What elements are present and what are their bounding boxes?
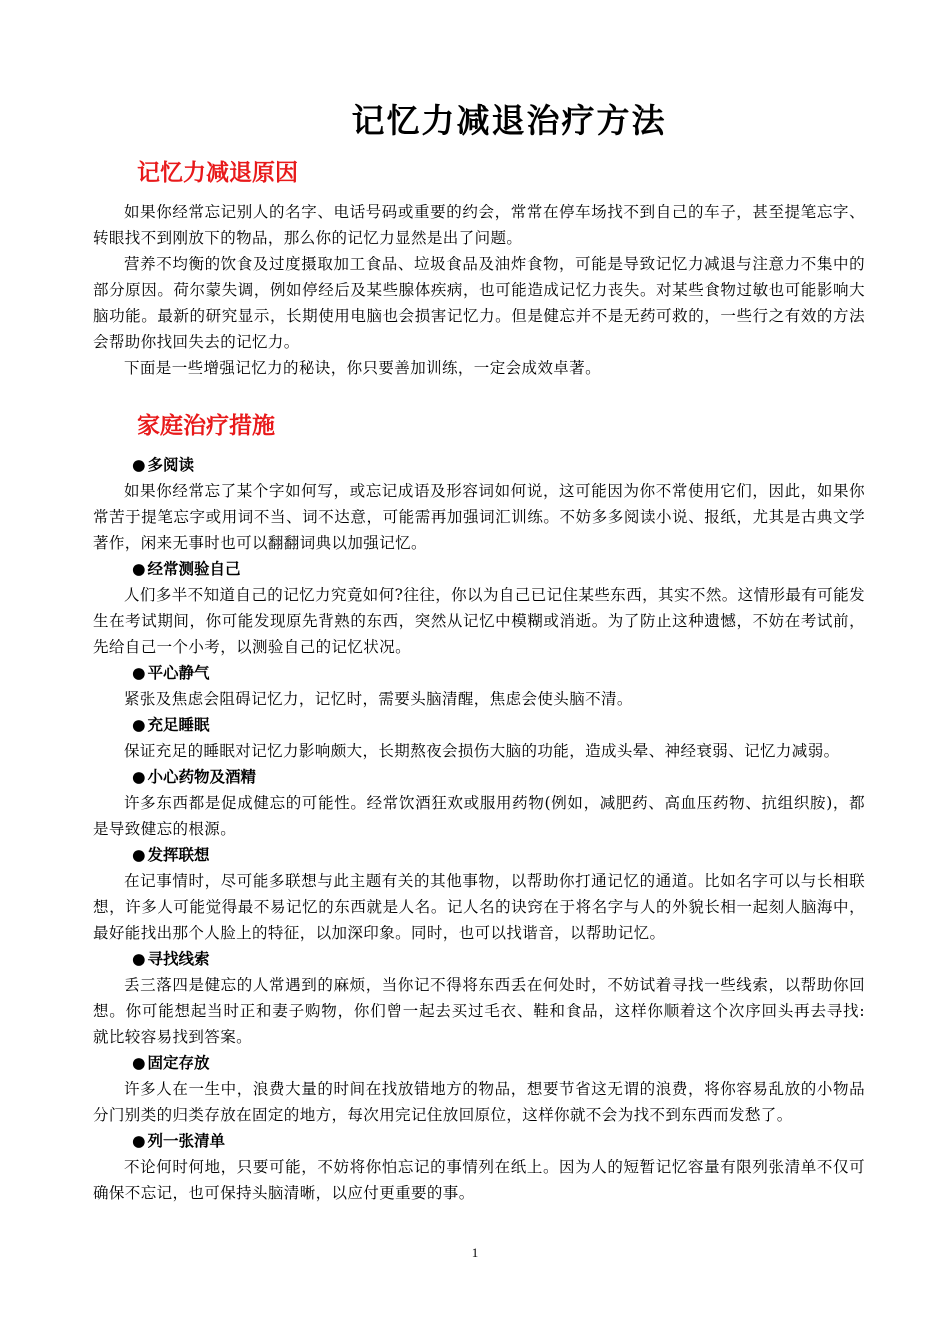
bullet-text: 许多人在一生中，浪费大量的时间在找放错地方的物品，想要节省这无谓的浪费，将你容易乱放的小物品分门别类的归类存放在固定的地方，每次用完记住放回原位，这样你就不会为找不到东西而发愁了。: [93, 1080, 865, 1124]
paragraph: 营养不均衡的饮食及过度摄取加工食品、垃圾食品及油炸食物，可能是导致记忆力减退与注意力不集中的部分原因。荷尔蒙失调，例如停经后及某些腺体疾病，也可能造成记忆力丧失。对某些食物过敏也可能影响大脑功能。最新的研究显示，长期使用电脑也会损害记忆力。但是健忘并不是无药可救的，一些行之有效的方法会帮助你找回失去的记忆力。: [93, 255, 865, 351]
paragraph: 如果你经常忘记别人的名字、电话号码或重要的约会，常常在停车场找不到自己的车子，甚至提笔忘字、转眼找不到刚放下的物品，那么你的记忆力显然是出了问题。: [93, 203, 865, 247]
bullet-text: 丢三落四是健忘的人常遇到的麻烦，当你记不得将东西丢在何处时，不妨试着寻找一些线索，以帮助你回想。你可能想起当时正和妻子购物，你们曾一起去买过毛衣、鞋和食品，这样你顺着这个次序回头再去寻找: 就比较容易找到答案。: [93, 976, 865, 1046]
bullet-heading: ● 列一张清单: [132, 1132, 226, 1150]
bullet-heading: ● 寻找线索: [132, 950, 210, 968]
bullet-text: 人们多半不知道自己的记忆力究竟如何?往往，你以为自己已记住某些东西，其实不然。这情形最有可能发生在考试期间，你可能发现原先背熟的东西，突然从记忆中模糊或消逝。为了防止这种遗憾，不妨在考试前，先给自己一个小考，以测验自己的记忆状况。: [93, 586, 865, 656]
bullet-icon: ●: [132, 456, 146, 474]
bullet-text: 如果你经常忘了某个字如何写，或忘记成语及形容词如何说，这可能因为你不常使用它们，因此，如果你常苦于提笔忘字或用词不当、词不达意，可能需再加强词汇训练。不妨多多阅读小说、报纸，尤其是古典文学著作，闲来无事时也可以翻翻词典以加强记忆。: [93, 482, 865, 552]
bullet-icon: ●: [132, 664, 146, 682]
bullet-icon: ●: [132, 950, 146, 968]
bullet-heading: ● 多阅读: [132, 456, 195, 474]
section-heading-home-treatment: 家庭治疗措施: [137, 413, 275, 439]
bullet-heading: ● 经常测验自己: [132, 560, 241, 578]
bullet-text: 紧张及焦虑会阻碍记忆力，记忆时，需要头脑清醒，焦虑会使头脑不清。: [124, 690, 633, 708]
page-title: 记忆力减退治疗方法: [351, 101, 667, 140]
document-page: [93, 95, 865, 1206]
section-heading-causes: 记忆力减退原因: [137, 160, 298, 186]
bullet-heading: ● 小心药物及酒精: [132, 768, 257, 786]
bullet-text: 在记事情时，尽可能多联想与此主题有关的其他事物，以帮助你打通记忆的通道。比如名字可以与长相联想，许多人可能觉得最不易记忆的东西就是人名。记人名的诀窍在于将名字与人的外貌长相一起刻人脑海中，最好能找出那个人脸上的特征，以加深印象。同时，也可以找谐音，以帮助记忆。: [93, 872, 865, 942]
bullet-icon: ●: [132, 768, 146, 786]
bullet-icon: ●: [132, 1132, 146, 1150]
bullet-icon: ●: [132, 1054, 146, 1072]
bullet-heading: ● 充足睡眠: [132, 716, 210, 734]
bullet-text: 保证充足的睡眠对记忆力影响颇大，长期熬夜会损伤大脑的功能，造成头晕、神经衰弱、记忆力减弱。: [124, 742, 840, 760]
page-number: 1: [471, 1245, 479, 1260]
bullet-icon: ●: [132, 560, 146, 578]
bullet-list: [93, 452, 865, 1206]
bullet-heading: ● 固定存放: [132, 1054, 210, 1072]
bullet-icon: ●: [132, 716, 146, 734]
bullet-heading: ● 平心静气: [132, 664, 210, 682]
paragraph: 下面是一些增强记忆力的秘诀，你只要善加训练，一定会成效卓著。: [124, 359, 602, 377]
bullet-heading: ● 发挥联想: [132, 846, 210, 864]
bullet-text: 许多东西都是促成健忘的可能性。经常饮酒狂欢或服用药物(例如，减肥药、高血压药物、抗组织胺)，都是导致健忘的根源。: [93, 794, 865, 838]
bullet-icon: ●: [132, 846, 146, 864]
bullet-text: 不论何时何地，只要可能，不妨将你怕忘记的事情列在纸上。因为人的短暂记忆容量有限列张清单不仅可确保不忘记，也可保持头脑清晰，以应付更重要的事。: [93, 1158, 865, 1202]
